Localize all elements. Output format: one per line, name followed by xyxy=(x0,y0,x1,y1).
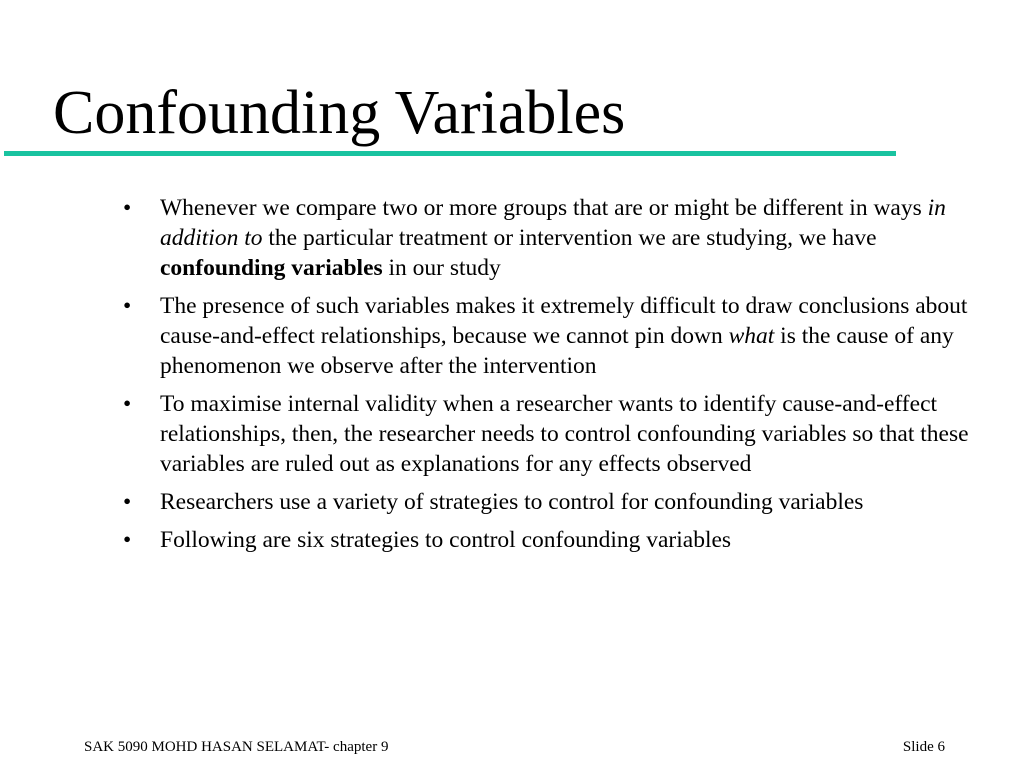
bullet-text: The presence of such variables makes it extremely difficult to draw conclusions about cause-and-effect relationships, because we cannot pin down xyxy=(160,293,968,349)
bullet-text: Following are six strategies to control confounding variables xyxy=(160,527,732,553)
bullet-dot-icon: • xyxy=(123,293,132,319)
bullet-text-italic: what xyxy=(728,323,775,349)
bullet-text: To maximise internal validity when a researcher wants to identify cause-and-effect relationships, then, the researcher needs to control confounding variables so that these variables are ruled out as explanations for any effects observed xyxy=(160,391,969,477)
bullet-text: Whenever we compare two or more groups that are or might be different in ways xyxy=(160,195,928,221)
bullet-item xyxy=(115,487,975,517)
bullet-dot-icon: • xyxy=(123,391,132,417)
bullet-item xyxy=(115,525,975,555)
bullet-text: in our study xyxy=(382,255,501,281)
footer-course-label: SAK 5090 MOHD HASAN SELAMAT- chapter 9 xyxy=(84,739,389,755)
bullet-text-bold: confounding variables xyxy=(160,255,383,281)
bullet-dot-icon: • xyxy=(123,527,132,553)
bullet-list xyxy=(115,193,975,563)
title-underline xyxy=(4,151,896,156)
footer-slide-number: Slide 6 xyxy=(902,739,945,755)
bullet-text: Researchers use a variety of strategies to control for confounding variables xyxy=(160,489,864,515)
slide-title: Confounding Variables xyxy=(53,79,626,147)
bullet-dot-icon: • xyxy=(123,195,132,221)
bullet-item xyxy=(115,291,975,381)
bullet-text: the particular treatment or intervention we are studying, we have xyxy=(262,225,877,251)
bullet-item xyxy=(115,389,975,479)
bullet-dot-icon: • xyxy=(123,489,132,515)
bullet-item xyxy=(115,193,975,283)
bullet-text: is the cause of any phenomenon we observe after the intervention xyxy=(160,323,954,379)
bullet-text-italic: in addition to xyxy=(160,195,946,251)
